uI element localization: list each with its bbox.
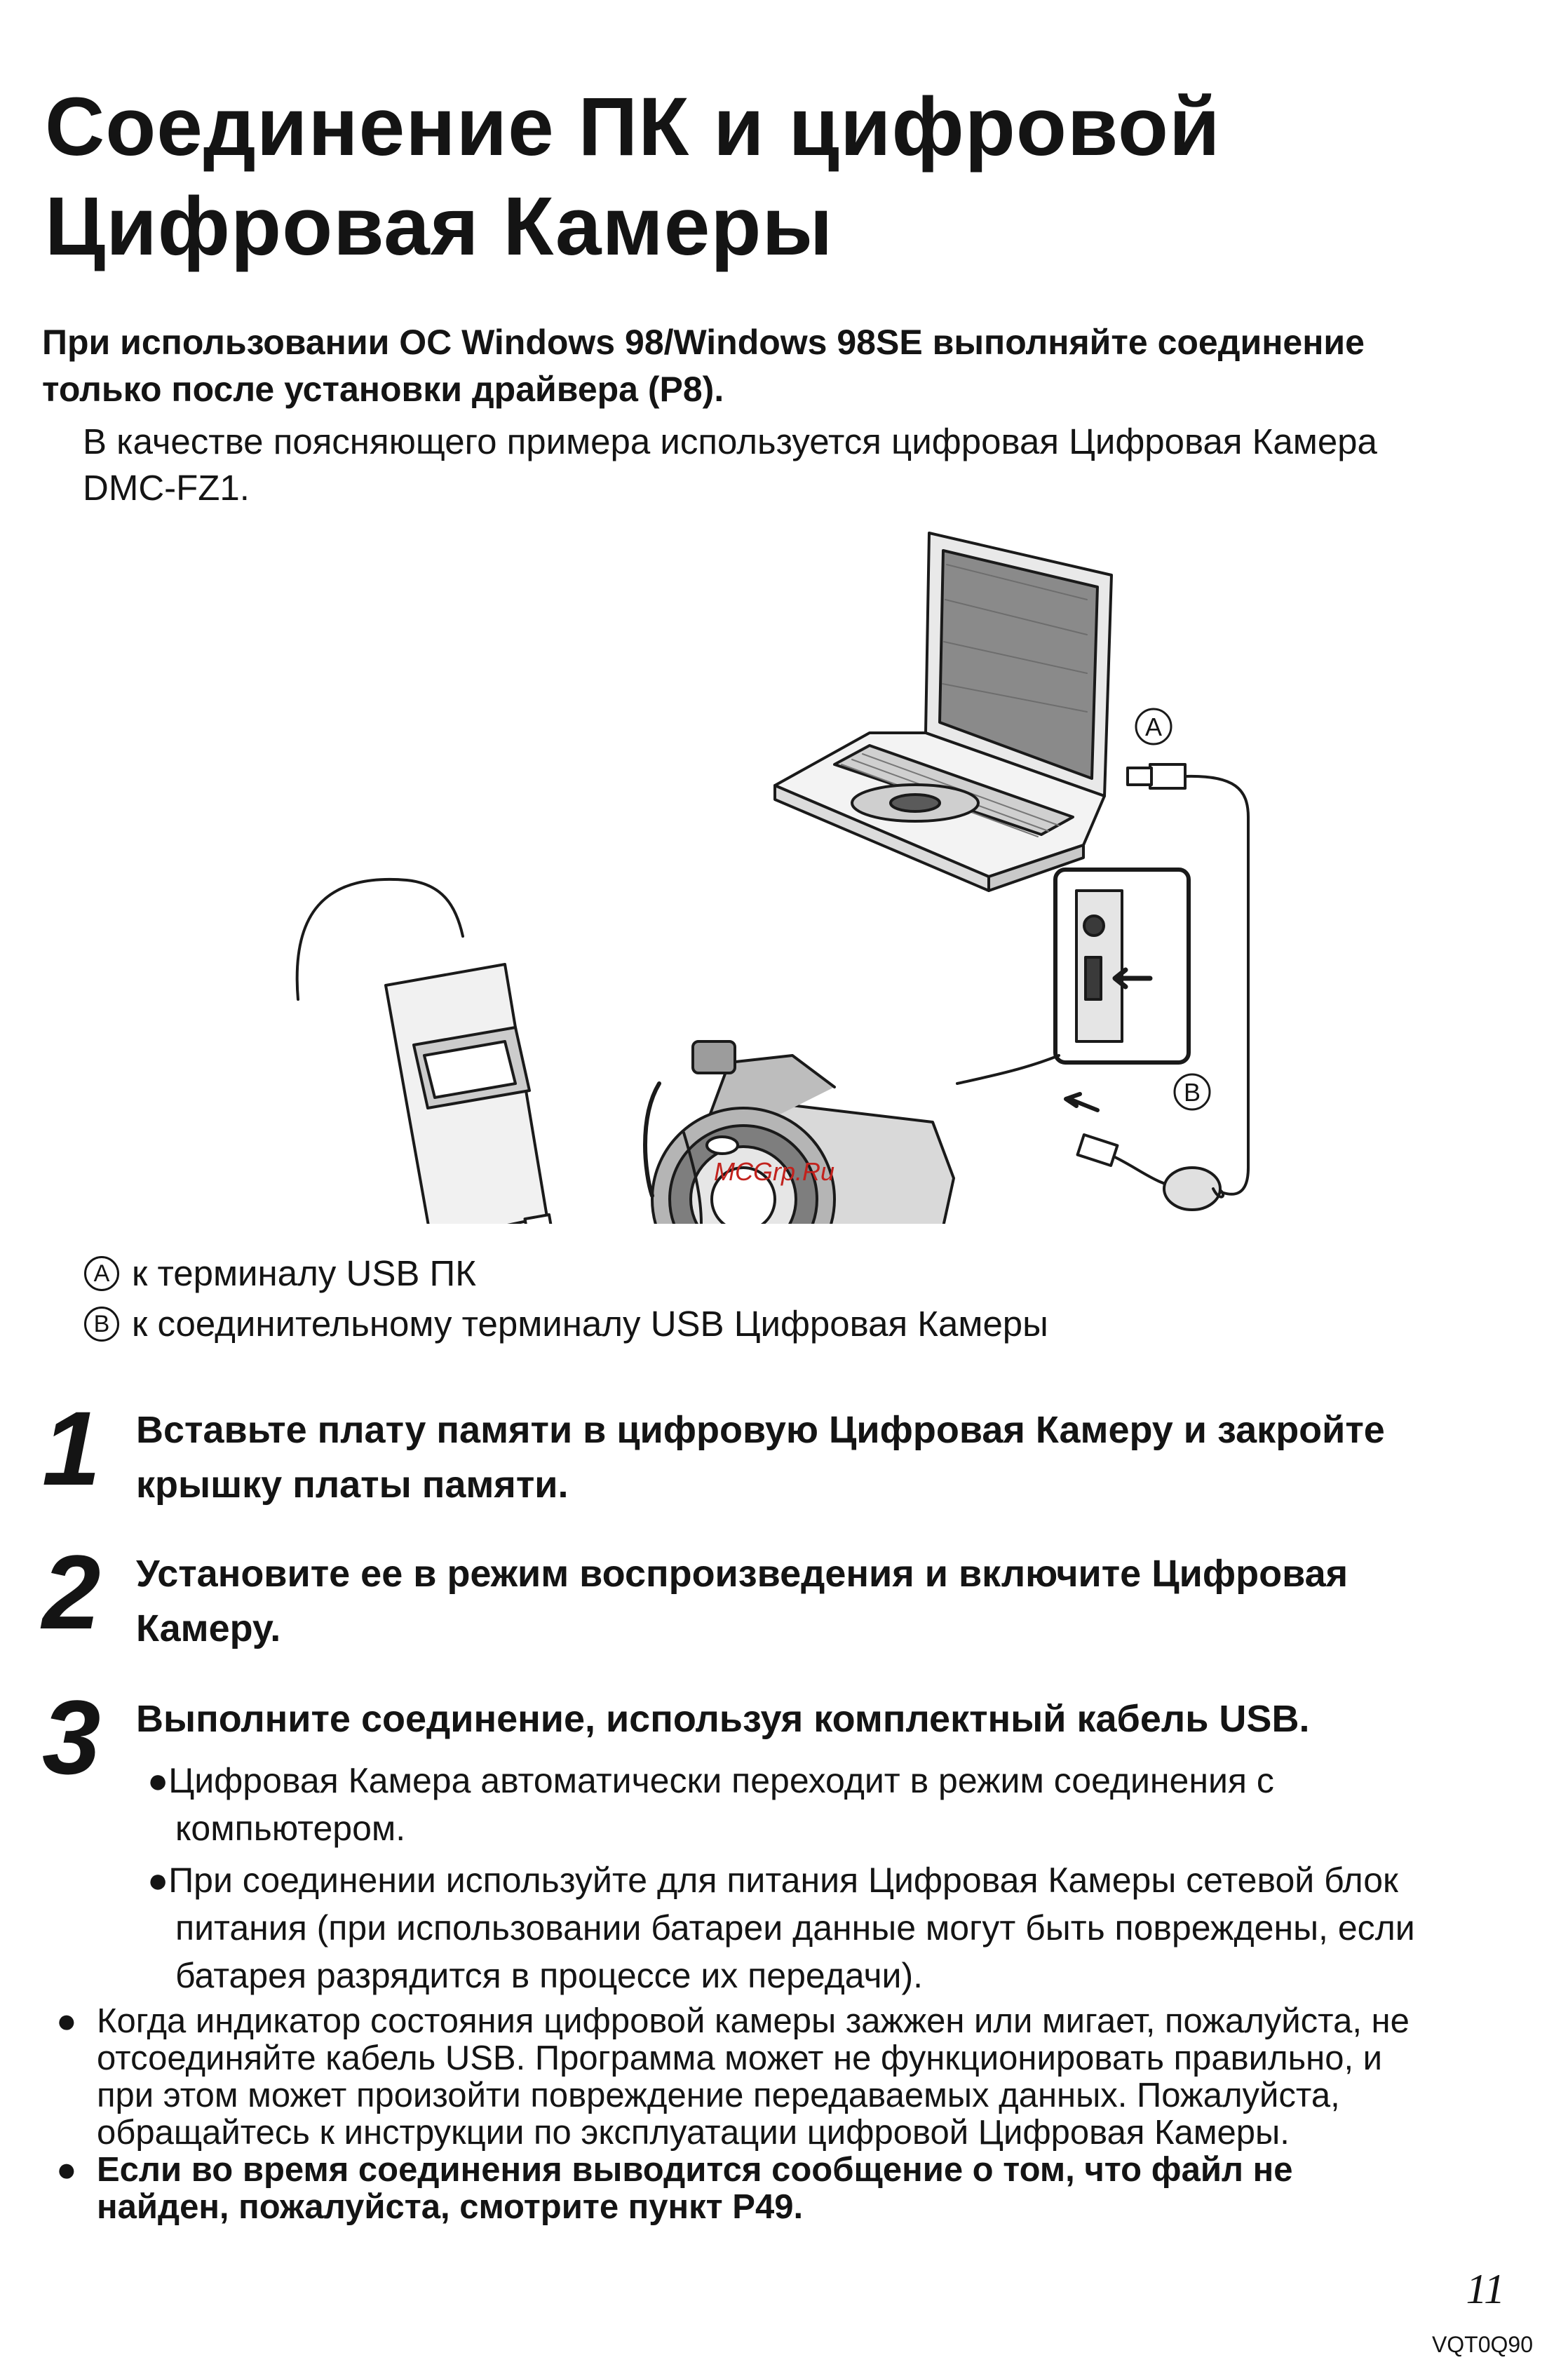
page-title bbox=[45, 77, 1221, 276]
note-item bbox=[56, 2152, 1529, 2226]
camera-illustration bbox=[645, 1041, 954, 1224]
step-1-line-2: крышку платы памяти. bbox=[136, 1464, 569, 1506]
legend-item-a bbox=[84, 1248, 1048, 1299]
bullet-icon: ● bbox=[56, 2151, 77, 2189]
note-line-1: Когда индикатор состояния цифровой камеры зажжен или мигает, пожалуйста, не bbox=[97, 2002, 1410, 2040]
figure-legend bbox=[84, 1248, 1048, 1349]
page-title-line-2: Цифровая Камеры bbox=[45, 180, 834, 273]
bullet-icon: ● bbox=[56, 2002, 77, 2040]
example-note-line-1: В качестве поясняющего примера используется цифровая Цифровая Камера bbox=[83, 421, 1377, 461]
windows98-warning-line-2: только после установки драйвера (P8). bbox=[42, 370, 724, 409]
note-item bbox=[56, 2003, 1529, 2152]
document-code: VQT0Q90 bbox=[1431, 2332, 1533, 2357]
step-1-line-1: Вставьте плату памяти в цифровую Цифровая Камеру и закройте bbox=[136, 1409, 1385, 1451]
list-item-line-1: ●Цифровая Камера автоматически переходит в режим соединения с bbox=[147, 1761, 1274, 1800]
usb-terminal-inset bbox=[957, 870, 1189, 1084]
page-number: 11 bbox=[1466, 2266, 1505, 2312]
note-line-1: Если во время соединения выводится сообщение о том, что файл не bbox=[97, 2151, 1293, 2189]
example-note bbox=[83, 419, 1499, 511]
legend-marker-b: B bbox=[84, 1307, 119, 1342]
note-line-2: найден, пожалуйста, смотрите пункт P49. bbox=[97, 2188, 804, 2226]
list-item-line-3: батарея разрядится в процессе их передачи). bbox=[175, 1956, 923, 1995]
laptop-illustration bbox=[775, 533, 1111, 891]
list-item-line-2: компьютером. bbox=[175, 1809, 406, 1848]
step-2-line-2: Камеру. bbox=[136, 1607, 281, 1649]
list-item bbox=[147, 1856, 1415, 1999]
notes bbox=[56, 2003, 1529, 2226]
step-3-line-1: Выполните соединение, используя комплектный кабель USB. bbox=[136, 1698, 1310, 1740]
list-item-line-1: ●При соединении используйте для питания Цифровая Камеры сетевой блок bbox=[147, 1861, 1398, 1900]
page-title-line-1: Соединение ПК и цифровой bbox=[45, 81, 1221, 173]
legend-item-b bbox=[84, 1299, 1048, 1349]
step-number: 1 bbox=[42, 1389, 101, 1507]
note-line-2: отсоединяйте кабель USB. Программа может не функционировать правильно, и bbox=[97, 2039, 1383, 2077]
usb-plug-b bbox=[1066, 1094, 1223, 1210]
step-number: 3 bbox=[42, 1678, 101, 1796]
note-line-3: при этом может произойти повреждение передаваемых данных. Пожалуйста, bbox=[97, 2077, 1340, 2114]
figure-label-a: A bbox=[1144, 713, 1163, 741]
connection-illustration bbox=[281, 522, 1283, 1224]
figure-label-b: B bbox=[1183, 1078, 1201, 1107]
windows98-warning-line-1: При использовании ОС Windows 98/Windows 98SE выполняйте соединение bbox=[42, 323, 1365, 362]
legend-marker-a: A bbox=[84, 1256, 119, 1291]
legend-text-a: к терминалу USB ПК bbox=[132, 1253, 476, 1293]
step-2-line-1: Установите ее в режим воспроизведения и включите Цифровая bbox=[136, 1553, 1349, 1595]
step-text bbox=[136, 1546, 1348, 1656]
step-text bbox=[136, 1692, 1309, 1746]
example-note-line-2: DMC-FZ1. bbox=[83, 468, 250, 508]
watermark: MCGrp.Ru bbox=[714, 1157, 835, 1186]
windows98-warning bbox=[42, 319, 1487, 413]
note-line-4: обращайтесь к инструкции по эксплуатации цифровой Цифровая Камеры. bbox=[97, 2114, 1290, 2152]
list-item-line-2: питания (при использовании батареи данные могут быть повреждены, если bbox=[175, 1908, 1415, 1948]
step-number: 2 bbox=[42, 1533, 101, 1651]
step-3-bullets bbox=[147, 1757, 1415, 1999]
list-item bbox=[147, 1757, 1415, 1852]
legend-text-b: к соединительному терминалу USB Цифровая Камеры bbox=[132, 1304, 1048, 1344]
step-text bbox=[136, 1403, 1385, 1512]
